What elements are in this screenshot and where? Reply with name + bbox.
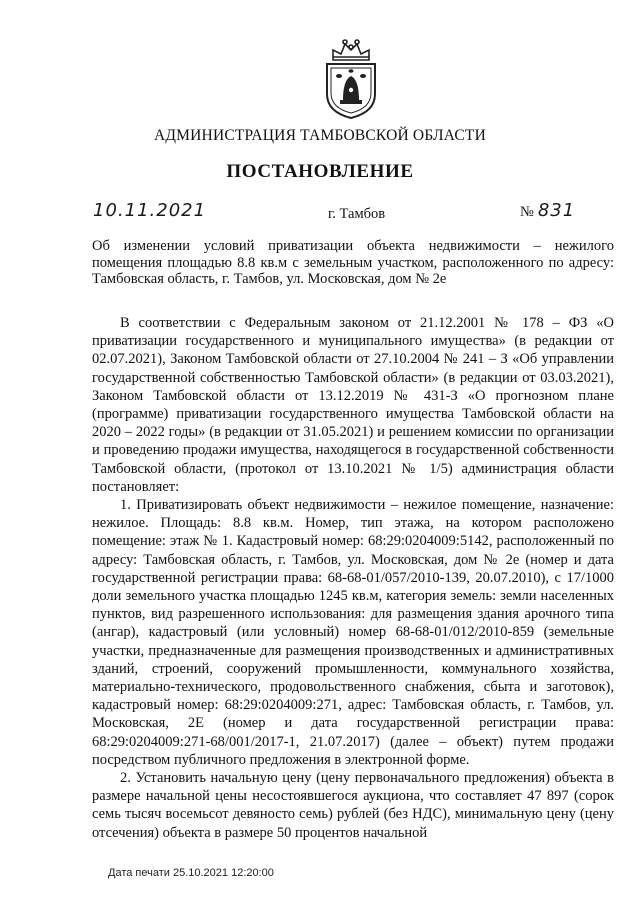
document-number-value: 831 <box>537 200 576 221</box>
document-number-label: № <box>520 204 534 220</box>
tambov-coat-of-arms-icon <box>319 36 383 120</box>
document-type: ПОСТАНОВЛЕНИЕ <box>226 161 414 182</box>
organization-name: АДМИНИСТРАЦИЯ ТАМБОВСКОЙ ОБЛАСТИ <box>154 127 486 144</box>
paragraph-item-1: 1. Приватизировать объект недвижимости – нежилое помещение, назначение: нежилое. Площадь: 8.8 кв.м. Номер, тип этажа, на котором расположено помещение: этаж № 1. Кадастровый номер: 68:29:0204009:5142, расположенный по адресу: Тамбовская область, г. Тамбов, ул. Московская, дом № 2е (номер и дата государственной регистрации права: 68-68-01/057/2010-139, 20.07.2010), с 17/1000 доли земельного участка площадью 1245 кв.м, категория земель: земли населенных пунктов, вид разрешенного использования: для размещения здания арочного типа (ангар), кадастровый (или условный) номер 68-68-01/012/2010-859 (земельные участки, предназначенные для размещения производственных и административных зданий, строений, сооружений промышленности, коммунального хозяйства, материально-технического, продовольственного снабжения, сбыта и заготовок), кадастровый номер: 68:29:0204009:271, адрес: Тамбовская область, г. Тамбов, ул. Московская, 2Е (номер и дата государственной регистрации права: 68:29:0204009:271-68/001/2017-1, 21.07.2017) (далее – объект) путем продажи посредством публичного предложения в электронной форме. <box>92 497 614 768</box>
print-date: Дата печати 25.10.2021 12:20:00 <box>108 867 274 879</box>
document-subject: Об изменении условий приватизации объекта недвижимости – нежилого помещения площадью 8.8 кв.м с земельным участком, расположенного по адресу: Тамбовская область, г. Тамбов, ул. Московская, дом № 2е <box>92 238 614 287</box>
document-number <box>520 200 575 221</box>
paragraph-item-2: 2. Установить начальную цену (цену первоначального предложения) объекта в размере начальной цены несостоявшегося аукциона, что составляет 47 897 (сорок семь тысяч восемьсот девяносто семь) рублей (без НДС), минимальную цену (цену отсечения) объекта в размере 50 процентов начальной <box>92 770 614 841</box>
document-date: 10.11.2021 <box>93 200 207 221</box>
document-city: г. Тамбов <box>328 206 386 222</box>
paragraph-preamble: В соответствии с Федеральным законом от 21.12.2001 № 178 – ФЗ «О приватизации государственного и муниципального имущества» (в редакции от 02.07.2021), Законом Тамбовской области от 27.10.2004 № 241 – З «Об управлении государственной собственностью Тамбовской области» (в редакции от 03.03.2021), Законом Тамбовской области от 13.12.2019 № 431-З «О прогнозном плане (программе) приватизации государственного имущества Тамбовской области на 2020 – 2022 годы» (в редакции от 31.05.2021) и решением комиссии по организации и проведению продажи имущества, находящегося в государственной собственности Тамбовской области, (протокол от 13.10.2021 № 1/5) администрация области постановляет: <box>92 315 614 495</box>
document-body <box>92 314 614 842</box>
